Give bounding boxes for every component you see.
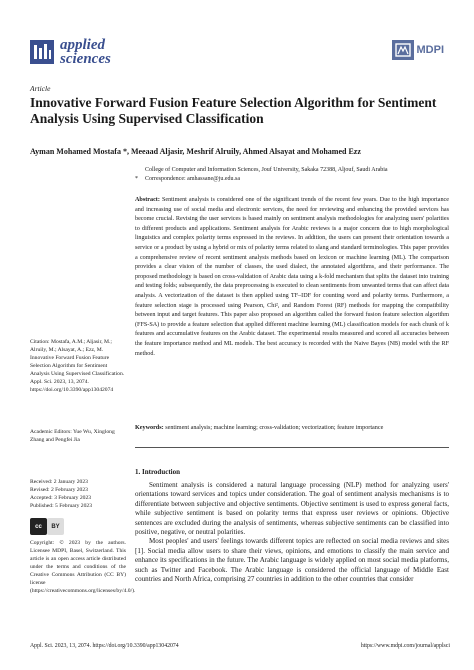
footer-citation[interactable]: Appl. Sci. 2023, 13, 2074. https://doi.org/10.3390/app13042074	[30, 643, 179, 649]
introduction-body	[135, 481, 449, 584]
footer-journal-link[interactable]: https://www.mdpi.com/journal/applsci	[360, 643, 450, 649]
keywords-label: Keywords:	[135, 425, 164, 431]
affiliation-block	[135, 166, 455, 183]
keywords-text: sentiment analysis; machine learning; cross-validation; vectorization; feature importance	[165, 425, 384, 431]
by-icon: BY	[47, 518, 64, 535]
correspondence-email[interactable]: Correspondence: amhassane@ju.edu.sa	[145, 175, 240, 182]
publication-dates	[30, 478, 126, 510]
accepted-date: Accepted: 3 February 2023	[30, 495, 92, 501]
paper-title: Innovative Forward Fusion Feature Selection Algorithm for Sentiment Analysis Using Supervised Classification	[30, 95, 437, 126]
article-type: Article	[30, 84, 51, 93]
cc-icon: cc	[30, 518, 47, 535]
published-date: Published: 5 February 2023	[30, 503, 92, 509]
cc-license-badge[interactable]	[30, 518, 64, 535]
journal-logo-icon	[30, 40, 54, 64]
affiliation-line	[135, 166, 455, 175]
journal-name-line2: sciences	[60, 51, 111, 67]
page-footer	[30, 643, 450, 649]
paragraph: Most peoples' and users' feelings towards different topics are reflected on social media reviews and sites [1]. Social media allow users to share their views, opinions, and emotions to classify the main service and enhance its specifications in the future. The Arabic language is widely applied on most social media platforms, such as Twitter and Facebook. The Arabic language is considered the official language of Middle East countries and North Africa, comprising 27 countries in addition to the other countries that consider	[135, 537, 449, 584]
section-divider	[135, 447, 449, 448]
paragraph: Sentiment analysis is considered a natural language processing (NLP) method for analyzing users' orientations toward services and topics under consideration. The goal of sentiment analysis mechanisms is to differentiate between subjective and objective sentiments. Objective sentiment is used to express general facts, while subjective sentiment is based on polarity terms that express user reviews or opinions. Objective sentences are excluded during the analysis of sentiments, whereas subjective sentiments can be classified into positive, negative, or neutral polarities.	[135, 481, 449, 537]
publisher-logo	[392, 40, 445, 60]
section-heading: 1. Introduction	[135, 468, 180, 476]
abstract-text: Sentiment analysis is considered one of the significant trends of the recent few years. Due to the high importance and increasing use of social media and electronic services, the need for reviewing and enhancing the provided services has become crucial. Revising the user services is based mainly on sentiment analysis methodologies for analyzing users' polarities to different products and applications. Sentiment analysis for Arabic reviews is a major concern due to high morphological linguistics and complex polarity terms expressed in the reviews. In addition, the users can present their orientation towards a service or a product by using a hybrid or mix of polarity terms related to slang and standard terminologies. This paper provides a comprehensive review of recent sentiment analysis methods based on lexicon or machine learning (ML). The comparison provides a clear vision of the number of classes, the used dialect, the annotated algorithms, and their performance. The proposed methodology is based on cross-validation of Arabic data using a k-fold mechanism that splits the dataset into training and testing folds; subsequently, the data preprocessing is executed to clean sentiments from unwanted terms that can affect data analysis. A vectorization of the dataset is then applied using TF–IDF for counting word and polarity terms. Furthermore, a feature selection stage is processed using Pearson, Chi², and Random Forest (RF) methods for mapping the compatibility between input and target features. This paper also proposed an algorithm called the forward fusion feature selection algorithm (FFS-SA) to provide a feature selection that applied different machine learning (ML) classification models for each chunk of k features and accumulative features on the Arabic dataset. The experimental results measured and scored all accuracies between the feature importance method and ML models. The best accuracy is recorded with the Naive Bayes (NB) model with the RF method.	[135, 197, 450, 357]
journal-name-line1: applied	[60, 37, 105, 53]
abstract-label: Abstract:	[135, 197, 160, 203]
publisher-name: MDPI	[416, 44, 444, 56]
abstract	[135, 196, 449, 359]
copyright-note: Copyright: © 2023 by the authors. Licensee MDPI, Basel, Switzerland. This article is an open access article distributed under the terms and conditions of the Creative Commons Attribution (CC BY) license (https://creativecommons.org/licenses/by/4.0/).	[30, 540, 136, 594]
keywords	[135, 424, 449, 434]
journal-name	[60, 38, 111, 66]
citation-note: Citation: Mostafa, A.M.; Aljasir, M.; Alruily, M.; Alsayat, A.; Ezz, M. Innovative Forward Fusion Feature Selection Algorithm for Sentiment Analysis Using Supervised Classification. Appl. Sci. 2023, 13, 2074. https://doi.org/10.3390/app13042074	[30, 339, 125, 393]
author-list: Ayman Mohamed Mostafa *, Meeaad Aljasir, Meshrif Alruily, Ahmed Alsayat and Mohamed Ezz	[30, 147, 361, 156]
publisher-logo-icon	[392, 40, 414, 60]
affiliation-text: College of Computer and Information Sciences, Jouf University, Sakaka 72388, Aljouf, Saudi Arabia	[145, 167, 388, 173]
revised-date: Revised: 2 February 2023	[30, 487, 88, 493]
academic-editors: Academic Editors: Yue Wu, Xinglong Zhang and Pengfei Jia	[30, 429, 115, 443]
correspondence-mark: *	[135, 175, 138, 182]
correspondence-line	[135, 175, 455, 184]
received-date: Received: 2 January 2023	[30, 479, 88, 485]
